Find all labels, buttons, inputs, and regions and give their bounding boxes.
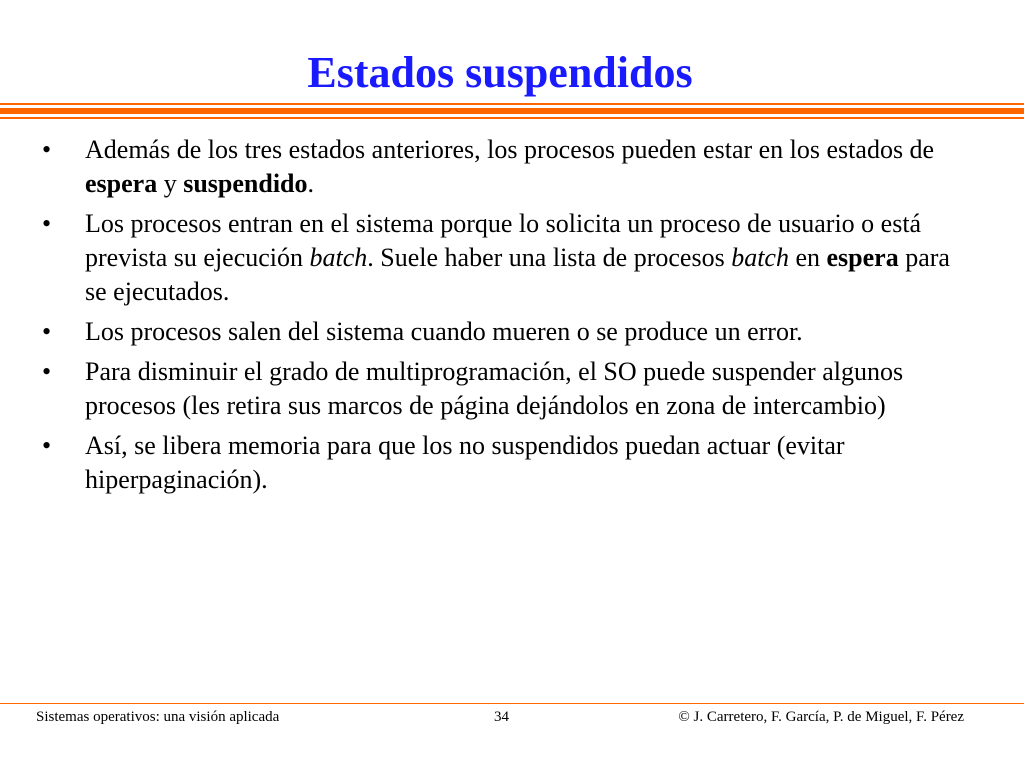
footer-rule xyxy=(0,703,1024,704)
footer-page-number: 34 xyxy=(494,709,509,725)
bullet-text: . xyxy=(307,169,315,198)
bold-term: espera xyxy=(85,169,158,198)
bold-term: suspendido xyxy=(183,169,308,198)
title-rule-top xyxy=(0,103,1024,105)
italic-term: batch xyxy=(731,243,789,272)
bullet-text: Los procesos salen del sistema cuando mueren o se produce un error. xyxy=(85,317,803,346)
bullet-list xyxy=(36,133,966,503)
title-rule-bottom xyxy=(0,117,1024,119)
slide-title: Estados suspendidos xyxy=(307,48,693,97)
bullet-dot-icon: • xyxy=(42,431,52,460)
title-rule-middle xyxy=(0,108,1024,114)
bullet-item xyxy=(36,355,966,423)
bullet-item xyxy=(36,207,966,309)
bullet-text: Para disminuir el grado de multiprogramación, el SO puede suspender algunos procesos (les retira sus marcos de página dejándolos en zona de intercambio) xyxy=(85,357,904,420)
bold-term: espera xyxy=(826,243,899,272)
bullet-text: en xyxy=(788,243,827,272)
bullet-dot-icon: • xyxy=(42,357,52,386)
bullet-text: y xyxy=(157,169,184,198)
bullet-item xyxy=(36,315,966,349)
bullet-item xyxy=(36,429,966,497)
footer-copyright: © J. Carretero, F. García, P. de Miguel, F. Pérez xyxy=(678,709,964,725)
bullet-item xyxy=(36,133,966,201)
footer-book-title: Sistemas operativos: una visión aplicada xyxy=(36,709,280,725)
bullet-text: Así, se libera memoria para que los no suspendidos puedan actuar (evitar hiperpaginación). xyxy=(85,431,845,494)
italic-term: batch xyxy=(309,243,368,272)
bullet-text: Además de los tres estados anteriores, los procesos pueden estar en los estados de xyxy=(85,135,935,164)
bullet-dot-icon: • xyxy=(42,135,52,164)
bullet-text: Los procesos entran en el sistema porque lo solicita un proceso de usuario o está prevista su ejecución xyxy=(85,209,922,272)
bullet-text: . Suele haber una lista de procesos xyxy=(367,243,732,272)
bullet-text: para se ejecutados. xyxy=(85,243,950,306)
bullet-dot-icon: • xyxy=(42,317,52,346)
bullet-dot-icon: • xyxy=(42,209,52,238)
